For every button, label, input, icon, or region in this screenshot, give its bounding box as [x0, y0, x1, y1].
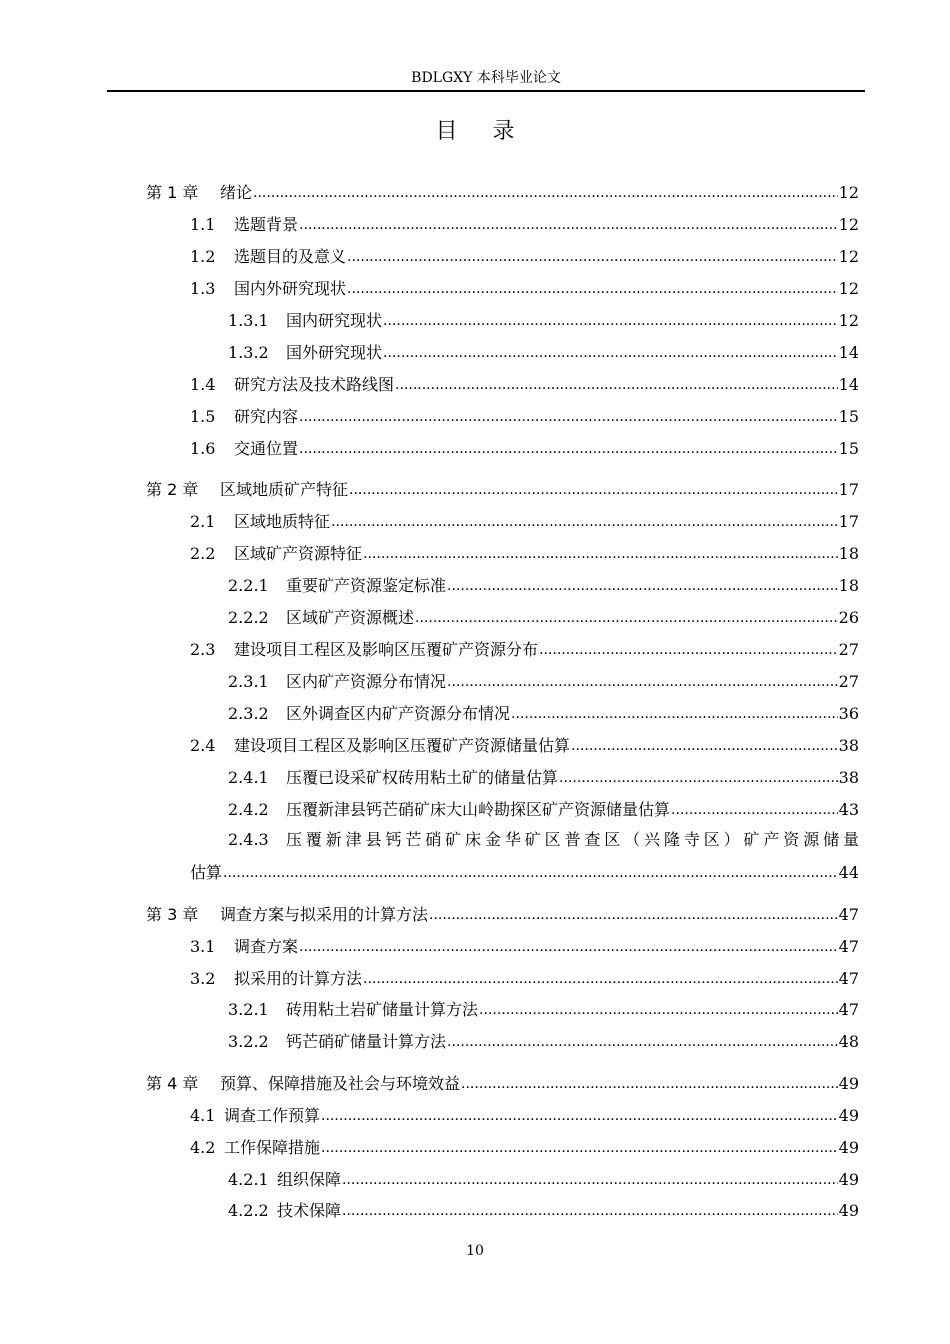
toc-page: 49	[838, 1074, 859, 1093]
toc-page: 17	[838, 480, 859, 499]
leader-dots	[349, 479, 838, 501]
toc-entry-2-4-1[interactable]	[228, 767, 859, 789]
toc-label: 压覆已设采矿权砖用粘土矿的储量估算	[286, 768, 559, 787]
toc-label-cont: 估算	[190, 863, 223, 882]
toc-page: 12	[838, 279, 859, 298]
toc-entry-1-3-1[interactable]	[228, 310, 859, 332]
toc-page: 12	[838, 247, 859, 266]
toc-label: 组织保障	[277, 1170, 342, 1189]
toc-entry-3-2[interactable]	[190, 968, 859, 990]
toc-number: 2.1	[190, 512, 216, 531]
toc-label: 建设项目工程区及影响区压覆矿产资源储量估算	[234, 736, 571, 755]
toc-number: 第 4 章	[146, 1074, 199, 1093]
toc-label: 选题背景	[234, 215, 299, 234]
toc-label: 区外调查区内矿产资源分布情况	[286, 704, 511, 723]
toc-page: 27	[838, 640, 859, 659]
toc-label: 绪论	[220, 183, 253, 202]
running-header: BDLGXY 本科毕业论文	[411, 70, 561, 86]
toc-page: 47	[838, 969, 859, 988]
toc-page: 14	[838, 375, 859, 394]
toc-number: 第 1 章	[146, 183, 199, 202]
leader-dots	[383, 342, 838, 364]
toc-number: 4.2	[190, 1138, 216, 1157]
toc-label: 国内外研究现状	[234, 279, 347, 298]
toc-label: 压覆新津县钙芒硝矿床大山岭勘探区矿产资源储量估算	[286, 800, 671, 819]
toc-entry-ch3[interactable]	[146, 904, 859, 926]
leader-dots	[447, 671, 838, 693]
leader-dots	[363, 968, 838, 990]
toc-page: 47	[838, 937, 859, 956]
toc-entry-ch1[interactable]	[146, 182, 859, 204]
toc-page: 49	[838, 1201, 859, 1220]
toc-page: 27	[838, 672, 859, 691]
toc-entry-3-2-2[interactable]	[228, 1031, 859, 1053]
leader-dots	[331, 511, 838, 533]
toc-label: 国内研究现状	[286, 311, 383, 330]
toc-entry-2-3[interactable]	[190, 639, 859, 661]
toc-label: 研究内容	[234, 407, 299, 426]
toc-number: 1.5	[190, 407, 216, 426]
toc-entry-4-2-1[interactable]	[228, 1169, 859, 1191]
leader-dots	[342, 1169, 838, 1191]
toc-page: 17	[838, 512, 859, 531]
toc-number: 2.2	[190, 544, 216, 563]
toc-number: 3.2.1	[228, 1000, 269, 1019]
toc-label: 研究方法及技术路线图	[234, 375, 395, 394]
toc-number: 2.3.1	[228, 672, 269, 691]
toc-entry-1-5[interactable]	[190, 406, 859, 428]
toc-label: 拟采用的计算方法	[234, 969, 363, 988]
toc-entry-4-2[interactable]	[190, 1137, 859, 1159]
toc-entry-1-6[interactable]	[190, 438, 859, 460]
toc-page: 12	[838, 183, 859, 202]
toc-entry-2-2-2[interactable]	[228, 607, 859, 629]
toc-number: 2.4.2	[228, 800, 269, 819]
toc-number: 2.2.1	[228, 576, 269, 595]
toc-entry-3-1[interactable]	[190, 936, 859, 958]
toc-number: 2.3	[190, 640, 216, 659]
toc-page: 49	[838, 1170, 859, 1189]
toc-page: 49	[838, 1106, 859, 1125]
toc-label: 区域地质特征	[234, 512, 331, 531]
toc-entry-4-1[interactable]	[190, 1105, 859, 1127]
leader-dots	[347, 278, 838, 300]
toc-label: 技术保障	[277, 1201, 342, 1220]
page-number: 10	[466, 1243, 484, 1259]
toc-number: 4.1	[190, 1106, 216, 1125]
toc-label: 国外研究现状	[286, 343, 383, 362]
toc-entry-1-4[interactable]	[190, 374, 859, 396]
toc-page: 14	[838, 343, 859, 362]
toc-entry-2-2-1[interactable]	[228, 575, 859, 597]
toc-entry-ch2[interactable]	[146, 479, 859, 501]
toc-entry-2-4-3[interactable]	[228, 829, 859, 851]
toc-label: 交通位置	[234, 439, 299, 458]
toc-number: 1.6	[190, 439, 216, 458]
toc-entry-4-2-2[interactable]	[228, 1200, 859, 1222]
toc-label: 建设项目工程区及影响区压覆矿产资源分布	[234, 640, 539, 659]
toc-number: 1.1	[190, 215, 216, 234]
toc-page: 47	[838, 905, 859, 924]
leader-dots	[299, 214, 838, 236]
leader-dots	[429, 904, 838, 926]
leader-dots	[342, 1200, 838, 1222]
toc-page: 12	[838, 215, 859, 234]
toc-label: 选题目的及意义	[234, 247, 347, 266]
toc-number: 4.2.1	[228, 1170, 269, 1189]
toc-label: 调查工作预算	[224, 1106, 321, 1125]
leader-dots	[383, 310, 838, 332]
leader-dots	[539, 639, 838, 661]
toc-number: 2.4.1	[228, 768, 269, 787]
toc-label: 区域矿产资源概述	[286, 608, 415, 627]
toc-label: 钙芒硝矿储量计算方法	[286, 1032, 447, 1051]
leader-dots	[559, 767, 838, 789]
toc-label: 区域矿产资源特征	[234, 544, 363, 563]
toc-label: 区内矿产资源分布情况	[286, 672, 447, 691]
leader-dots	[447, 575, 838, 597]
toc-entry-2-4[interactable]	[190, 735, 859, 757]
toc-number: 第 2 章	[146, 480, 199, 499]
toc-number: 4.2.2	[228, 1201, 269, 1220]
toc-entry-1-3-2[interactable]	[228, 342, 859, 364]
toc-entry-2-2[interactable]	[190, 543, 859, 565]
toc-page: 12	[838, 311, 859, 330]
toc-page: 47	[838, 1000, 859, 1019]
toc-label: 预算、保障措施及社会与环境效益	[220, 1074, 461, 1093]
toc-page: 15	[838, 439, 859, 458]
toc-label: 压覆新津县钙芒硝矿床金华矿区普查区（兴隆寺区）矿产资源储量	[286, 830, 859, 849]
toc-entry-2-4-3-cont[interactable]	[190, 862, 859, 884]
leader-dots	[461, 1073, 838, 1095]
header-rule	[107, 90, 865, 92]
leader-dots	[299, 936, 838, 958]
toc-label: 重要矿产资源鉴定标准	[286, 576, 447, 595]
leader-dots	[511, 703, 838, 725]
toc-page: 49	[838, 1138, 859, 1157]
toc-page: 36	[838, 704, 859, 723]
toc-page: 38	[838, 736, 859, 755]
leader-dots	[253, 182, 838, 204]
toc-entry-1-1[interactable]	[190, 214, 859, 236]
toc-number: 1.2	[190, 247, 216, 266]
toc-page: 18	[838, 544, 859, 563]
toc-number: 2.4.3	[228, 830, 269, 849]
leader-dots	[671, 799, 838, 821]
toc-number: 1.3.1	[228, 311, 269, 330]
leader-dots	[299, 406, 838, 428]
toc-entry-1-3[interactable]	[190, 278, 859, 300]
toc-page: 18	[838, 576, 859, 595]
toc-label: 区域地质矿产特征	[220, 480, 349, 499]
toc-number: 1.4	[190, 375, 216, 394]
leader-dots	[347, 246, 838, 268]
leader-dots	[571, 735, 838, 757]
toc-label: 调查方案与拟采用的计算方法	[220, 905, 429, 924]
toc-title: 目 录	[435, 119, 529, 144]
toc-page: 26	[838, 608, 859, 627]
leader-dots	[479, 999, 838, 1021]
toc-number: 1.3	[190, 279, 216, 298]
toc-page: 38	[838, 768, 859, 787]
toc-number: 第 3 章	[146, 905, 199, 924]
leader-dots	[363, 543, 838, 565]
leader-dots	[299, 438, 838, 460]
toc-page: 44	[838, 863, 859, 882]
toc-number: 3.1	[190, 937, 216, 956]
toc-number: 3.2	[190, 969, 216, 988]
toc-entry-2-4-2[interactable]	[228, 799, 859, 821]
toc-entry-2-3-2[interactable]	[228, 703, 859, 725]
toc-number: 2.4	[190, 736, 216, 755]
leader-dots	[447, 1031, 838, 1053]
leader-dots	[321, 1105, 838, 1127]
toc-number: 2.2.2	[228, 608, 269, 627]
toc-label: 砖用粘土岩矿储量计算方法	[286, 1000, 479, 1019]
leader-dots	[395, 374, 838, 396]
toc-entry-1-2[interactable]	[190, 246, 859, 268]
toc-entry-2-1[interactable]	[190, 511, 859, 533]
toc-entry-2-3-1[interactable]	[228, 671, 859, 693]
toc-label: 工作保障措施	[224, 1138, 321, 1157]
toc-entry-3-2-1[interactable]	[228, 999, 859, 1021]
toc-number: 1.3.2	[228, 343, 269, 362]
toc-label: 调查方案	[234, 937, 299, 956]
toc-page: 15	[838, 407, 859, 426]
toc-page: 43	[838, 800, 859, 819]
leader-dots	[321, 1137, 838, 1159]
toc-page: 48	[838, 1032, 859, 1051]
toc-number: 3.2.2	[228, 1032, 269, 1051]
toc-number: 2.3.2	[228, 704, 269, 723]
leader-dots	[223, 862, 838, 884]
leader-dots	[415, 607, 838, 629]
toc-entry-ch4[interactable]	[146, 1073, 859, 1095]
